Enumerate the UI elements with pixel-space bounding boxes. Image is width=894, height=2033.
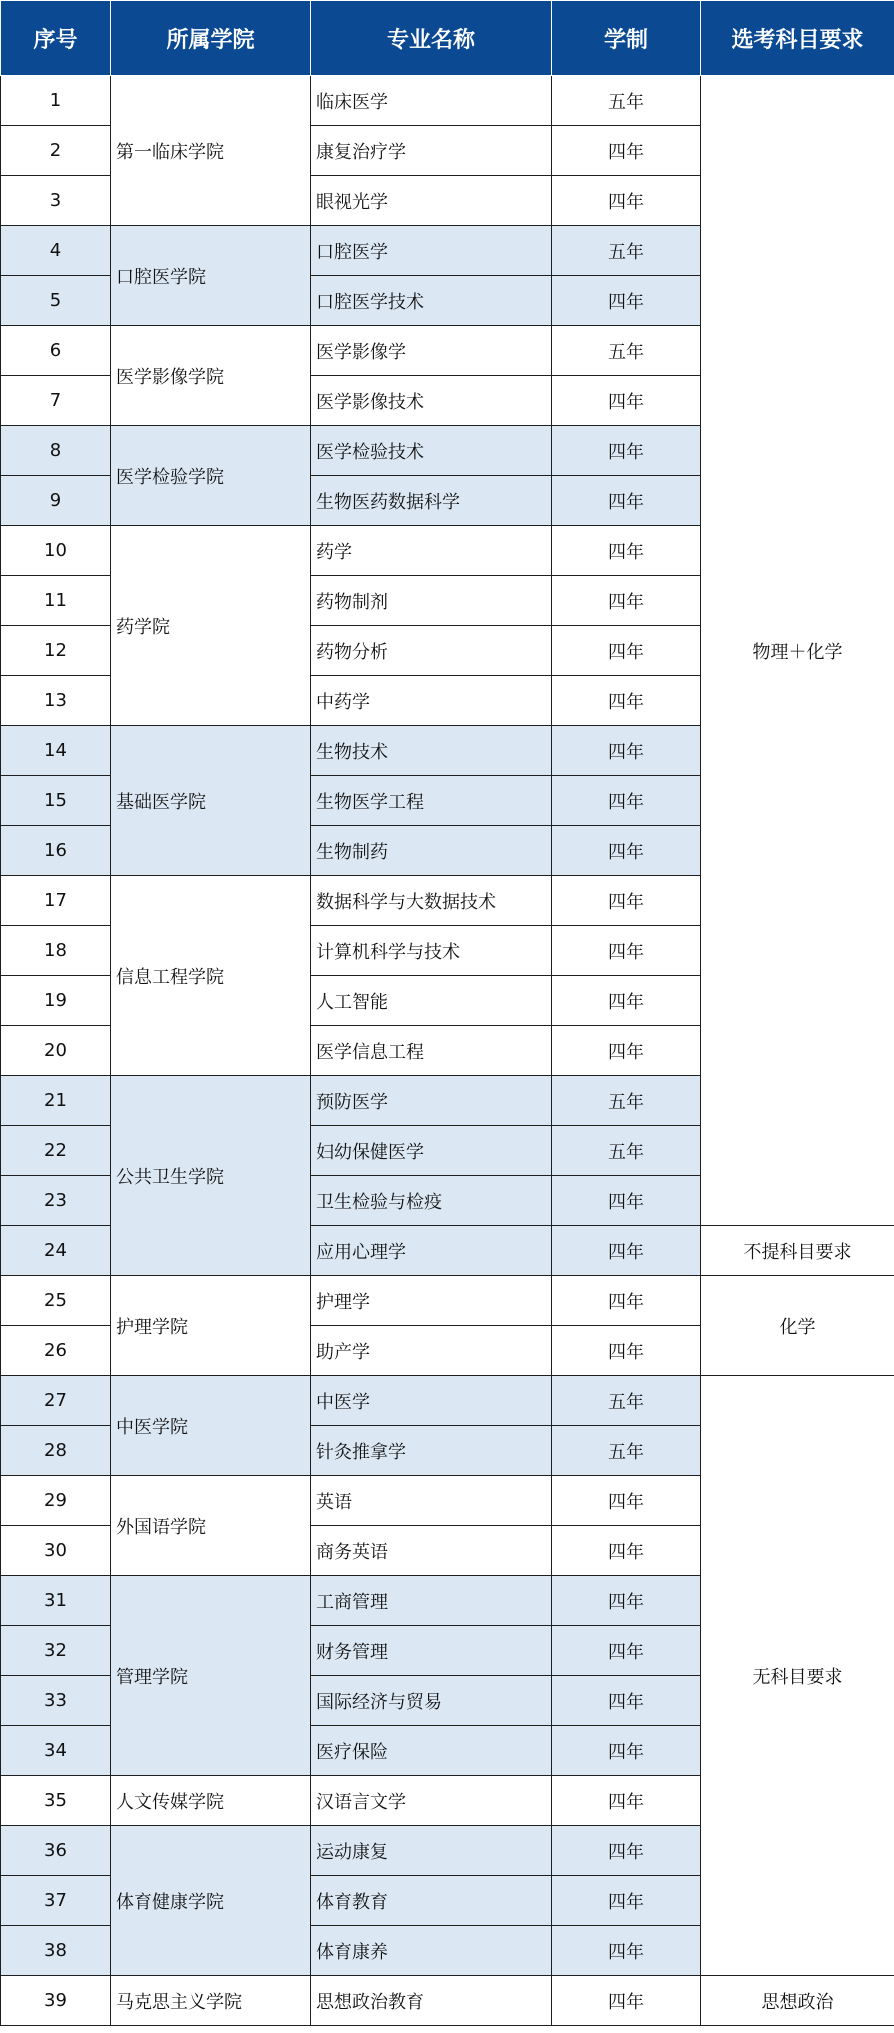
cell-requirement: 思想政治 — [701, 1976, 894, 2026]
header-duration: 学制 — [552, 1, 701, 76]
header-index: 序号 — [1, 1, 111, 76]
header-requirement: 选考科目要求 — [701, 1, 894, 76]
cell-index: 2 — [1, 126, 111, 176]
cell-school: 马克思主义学院 — [111, 1976, 311, 2026]
cell-major: 助产学 — [311, 1326, 552, 1376]
cell-major: 应用心理学 — [311, 1226, 552, 1276]
cell-duration: 四年 — [552, 626, 701, 676]
cell-school: 医学检验学院 — [111, 426, 311, 526]
table-row — [1, 1276, 894, 1326]
cell-duration: 四年 — [552, 1876, 701, 1926]
cell-duration: 四年 — [552, 1326, 701, 1376]
cell-index: 12 — [1, 626, 111, 676]
cell-school: 口腔医学院 — [111, 226, 311, 326]
cell-major: 汉语言文学 — [311, 1776, 552, 1826]
cell-school: 护理学院 — [111, 1276, 311, 1376]
cell-school: 公共卫生学院 — [111, 1076, 311, 1276]
cell-index: 5 — [1, 276, 111, 326]
cell-index: 21 — [1, 1076, 111, 1126]
cell-school: 第一临床学院 — [111, 76, 311, 226]
cell-major: 康复治疗学 — [311, 126, 552, 176]
cell-index: 25 — [1, 1276, 111, 1326]
table-row — [1, 76, 894, 126]
cell-index: 37 — [1, 1876, 111, 1926]
cell-major: 医学检验技术 — [311, 426, 552, 476]
cell-index: 18 — [1, 926, 111, 976]
cell-major: 商务英语 — [311, 1526, 552, 1576]
cell-major: 护理学 — [311, 1276, 552, 1326]
cell-school: 基础医学院 — [111, 726, 311, 876]
cell-index: 28 — [1, 1426, 111, 1476]
cell-duration: 四年 — [552, 1926, 701, 1976]
cell-duration: 四年 — [552, 826, 701, 876]
cell-major: 英语 — [311, 1476, 552, 1526]
cell-duration: 四年 — [552, 676, 701, 726]
cell-index: 34 — [1, 1726, 111, 1776]
cell-duration: 五年 — [552, 1126, 701, 1176]
cell-duration: 四年 — [552, 476, 701, 526]
cell-major: 卫生检验与检疫 — [311, 1176, 552, 1226]
cell-major: 数据科学与大数据技术 — [311, 876, 552, 926]
cell-index: 31 — [1, 1576, 111, 1626]
cell-duration: 四年 — [552, 276, 701, 326]
cell-major: 生物医学工程 — [311, 776, 552, 826]
table-body — [1, 76, 894, 2026]
cell-school: 药学院 — [111, 526, 311, 726]
cell-duration: 四年 — [552, 126, 701, 176]
cell-duration: 四年 — [552, 1476, 701, 1526]
cell-index: 4 — [1, 226, 111, 276]
cell-school: 中医学院 — [111, 1376, 311, 1476]
cell-duration: 四年 — [552, 1576, 701, 1626]
cell-major: 国际经济与贸易 — [311, 1676, 552, 1726]
cell-duration: 四年 — [552, 776, 701, 826]
cell-school: 医学影像学院 — [111, 326, 311, 426]
cell-major: 医疗保险 — [311, 1726, 552, 1776]
cell-index: 8 — [1, 426, 111, 476]
cell-index: 27 — [1, 1376, 111, 1426]
cell-duration: 五年 — [552, 1426, 701, 1476]
cell-index: 16 — [1, 826, 111, 876]
cell-major: 药物制剂 — [311, 576, 552, 626]
cell-school: 外国语学院 — [111, 1476, 311, 1576]
cell-index: 17 — [1, 876, 111, 926]
cell-requirement: 不提科目要求 — [701, 1226, 894, 1276]
cell-major: 中药学 — [311, 676, 552, 726]
cell-duration: 五年 — [552, 76, 701, 126]
cell-index: 3 — [1, 176, 111, 226]
cell-school: 体育健康学院 — [111, 1826, 311, 1976]
cell-duration: 四年 — [552, 526, 701, 576]
cell-duration: 四年 — [552, 1226, 701, 1276]
cell-school: 信息工程学院 — [111, 876, 311, 1076]
cell-major: 临床医学 — [311, 76, 552, 126]
cell-duration: 四年 — [552, 1626, 701, 1676]
cell-index: 29 — [1, 1476, 111, 1526]
cell-duration: 四年 — [552, 1976, 701, 2026]
cell-major: 计算机科学与技术 — [311, 926, 552, 976]
header-major: 专业名称 — [311, 1, 552, 76]
cell-index: 7 — [1, 376, 111, 426]
cell-major: 生物技术 — [311, 726, 552, 776]
cell-duration: 四年 — [552, 1676, 701, 1726]
cell-major: 预防医学 — [311, 1076, 552, 1126]
header-row — [1, 1, 894, 76]
cell-duration: 四年 — [552, 1176, 701, 1226]
cell-duration: 四年 — [552, 876, 701, 926]
cell-duration: 四年 — [552, 176, 701, 226]
cell-index: 14 — [1, 726, 111, 776]
cell-duration: 四年 — [552, 1276, 701, 1326]
cell-index: 9 — [1, 476, 111, 526]
cell-duration: 四年 — [552, 1776, 701, 1826]
table-row — [1, 1976, 894, 2026]
cell-major: 人工智能 — [311, 976, 552, 1026]
cell-major: 医学信息工程 — [311, 1026, 552, 1076]
cell-index: 10 — [1, 526, 111, 576]
cell-duration: 四年 — [552, 376, 701, 426]
header-school: 所属学院 — [111, 1, 311, 76]
cell-major: 眼视光学 — [311, 176, 552, 226]
cell-index: 15 — [1, 776, 111, 826]
cell-index: 35 — [1, 1776, 111, 1826]
cell-major: 体育教育 — [311, 1876, 552, 1926]
cell-major: 体育康养 — [311, 1926, 552, 1976]
cell-major: 妇幼保健医学 — [311, 1126, 552, 1176]
cell-duration: 四年 — [552, 1526, 701, 1576]
cell-duration: 五年 — [552, 1076, 701, 1126]
cell-major: 医学影像学 — [311, 326, 552, 376]
cell-index: 23 — [1, 1176, 111, 1226]
cell-index: 33 — [1, 1676, 111, 1726]
cell-duration: 五年 — [552, 226, 701, 276]
cell-major: 口腔医学技术 — [311, 276, 552, 326]
cell-index: 39 — [1, 1976, 111, 2026]
cell-index: 19 — [1, 976, 111, 1026]
cell-index: 6 — [1, 326, 111, 376]
cell-index: 26 — [1, 1326, 111, 1376]
cell-major: 中医学 — [311, 1376, 552, 1426]
cell-index: 20 — [1, 1026, 111, 1076]
cell-major: 思想政治教育 — [311, 1976, 552, 2026]
cell-index: 24 — [1, 1226, 111, 1276]
cell-index: 11 — [1, 576, 111, 626]
cell-school: 管理学院 — [111, 1576, 311, 1776]
cell-index: 13 — [1, 676, 111, 726]
cell-duration: 四年 — [552, 926, 701, 976]
cell-duration: 五年 — [552, 1376, 701, 1426]
cell-index: 22 — [1, 1126, 111, 1176]
cell-duration: 五年 — [552, 326, 701, 376]
cell-requirement: 化学 — [701, 1276, 894, 1376]
cell-major: 工商管理 — [311, 1576, 552, 1626]
cell-requirement: 物理＋化学 — [701, 76, 894, 1226]
table-row — [1, 1376, 894, 1426]
cell-index: 38 — [1, 1926, 111, 1976]
cell-duration: 四年 — [552, 1026, 701, 1076]
cell-duration: 四年 — [552, 976, 701, 1026]
cell-major: 针灸推拿学 — [311, 1426, 552, 1476]
cell-duration: 四年 — [552, 426, 701, 476]
cell-major: 生物医药数据科学 — [311, 476, 552, 526]
cell-duration: 四年 — [552, 576, 701, 626]
cell-major: 药物分析 — [311, 626, 552, 676]
cell-index: 36 — [1, 1826, 111, 1876]
cell-major: 医学影像技术 — [311, 376, 552, 426]
cell-major: 口腔医学 — [311, 226, 552, 276]
cell-index: 32 — [1, 1626, 111, 1676]
cell-major: 财务管理 — [311, 1626, 552, 1676]
cell-major: 运动康复 — [311, 1826, 552, 1876]
cell-index: 1 — [1, 76, 111, 126]
cell-duration: 四年 — [552, 726, 701, 776]
cell-major: 生物制药 — [311, 826, 552, 876]
cell-requirement: 无科目要求 — [701, 1376, 894, 1976]
cell-duration: 四年 — [552, 1726, 701, 1776]
cell-index: 30 — [1, 1526, 111, 1576]
cell-major: 药学 — [311, 526, 552, 576]
cell-school: 人文传媒学院 — [111, 1776, 311, 1826]
cell-duration: 四年 — [552, 1826, 701, 1876]
